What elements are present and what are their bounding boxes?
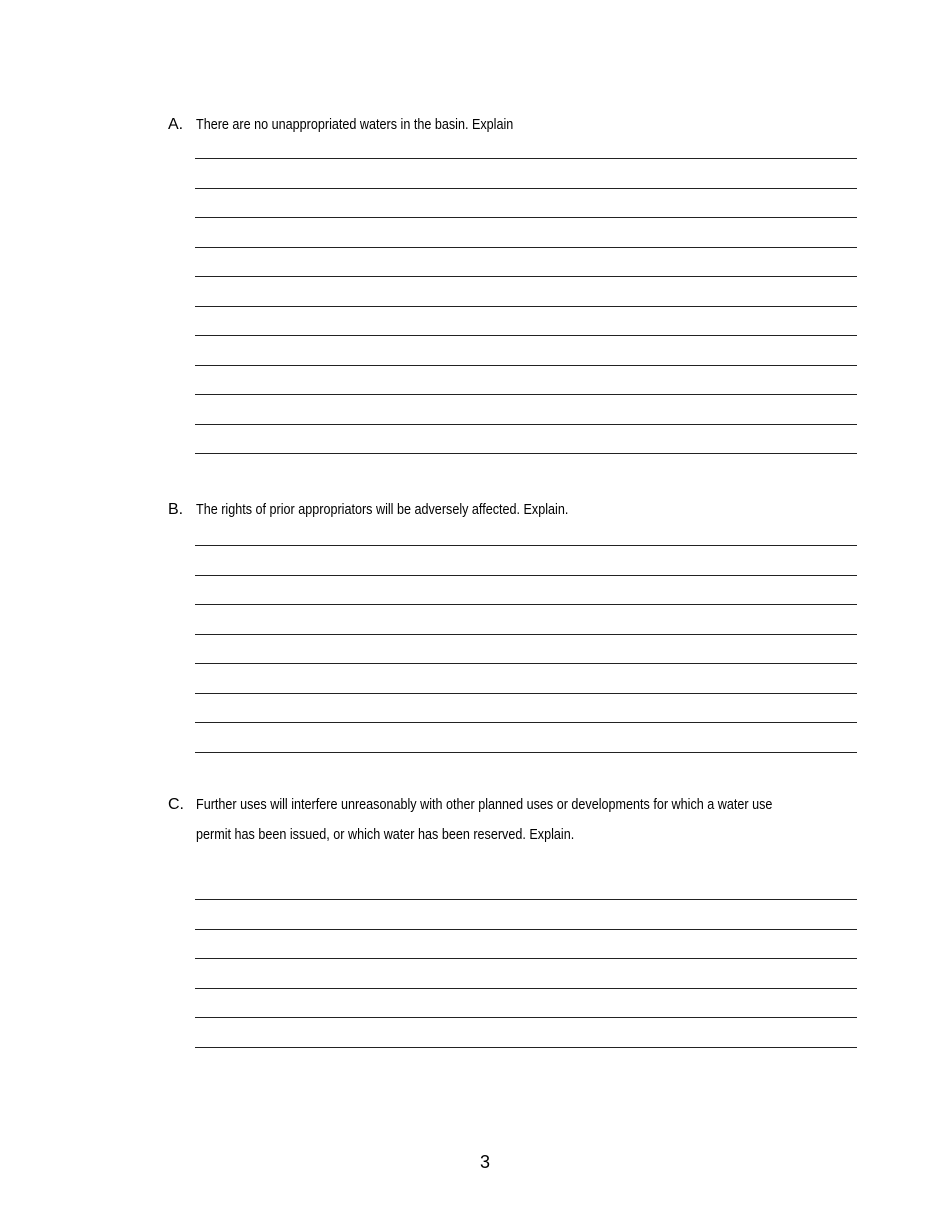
section-c-text-line-1: Further uses will interfere unreasonably with other planned uses or developments for which a water use <box>196 796 773 813</box>
section-a-text: There are no unappropriated waters in the basin. Explain <box>196 116 514 133</box>
answer-line[interactable] <box>195 575 857 576</box>
answer-line[interactable] <box>195 188 857 189</box>
section-a-letter: A. <box>168 116 184 133</box>
answer-line[interactable] <box>195 988 857 989</box>
answer-line[interactable] <box>195 604 857 605</box>
answer-line[interactable] <box>195 335 857 336</box>
answer-line[interactable] <box>195 545 857 546</box>
answer-line[interactable] <box>195 663 857 664</box>
answer-line[interactable] <box>195 276 857 277</box>
section-b-text: The rights of prior appropriators will be adversely affected. Explain. <box>196 501 569 518</box>
answer-line[interactable] <box>195 693 857 694</box>
section-c-text-line-2: permit has been issued, or which water has been reserved. Explain. <box>196 826 575 843</box>
answer-line[interactable] <box>195 899 857 900</box>
answer-line[interactable] <box>195 1047 857 1048</box>
answer-line[interactable] <box>195 1017 857 1018</box>
answer-line[interactable] <box>195 247 857 248</box>
answer-line[interactable] <box>195 634 857 635</box>
answer-line[interactable] <box>195 394 857 395</box>
answer-line[interactable] <box>195 958 857 959</box>
section-c-letter: C. <box>168 796 184 813</box>
answer-line[interactable] <box>195 306 857 307</box>
page-number: 3 <box>480 1152 491 1172</box>
answer-line[interactable] <box>195 158 857 159</box>
answer-line[interactable] <box>195 752 857 753</box>
answer-line[interactable] <box>195 217 857 218</box>
answer-line[interactable] <box>195 722 857 723</box>
answer-line[interactable] <box>195 453 857 454</box>
answer-line[interactable] <box>195 424 857 425</box>
answer-line[interactable] <box>195 929 857 930</box>
answer-line[interactable] <box>195 365 857 366</box>
section-b-letter: B. <box>168 501 184 518</box>
